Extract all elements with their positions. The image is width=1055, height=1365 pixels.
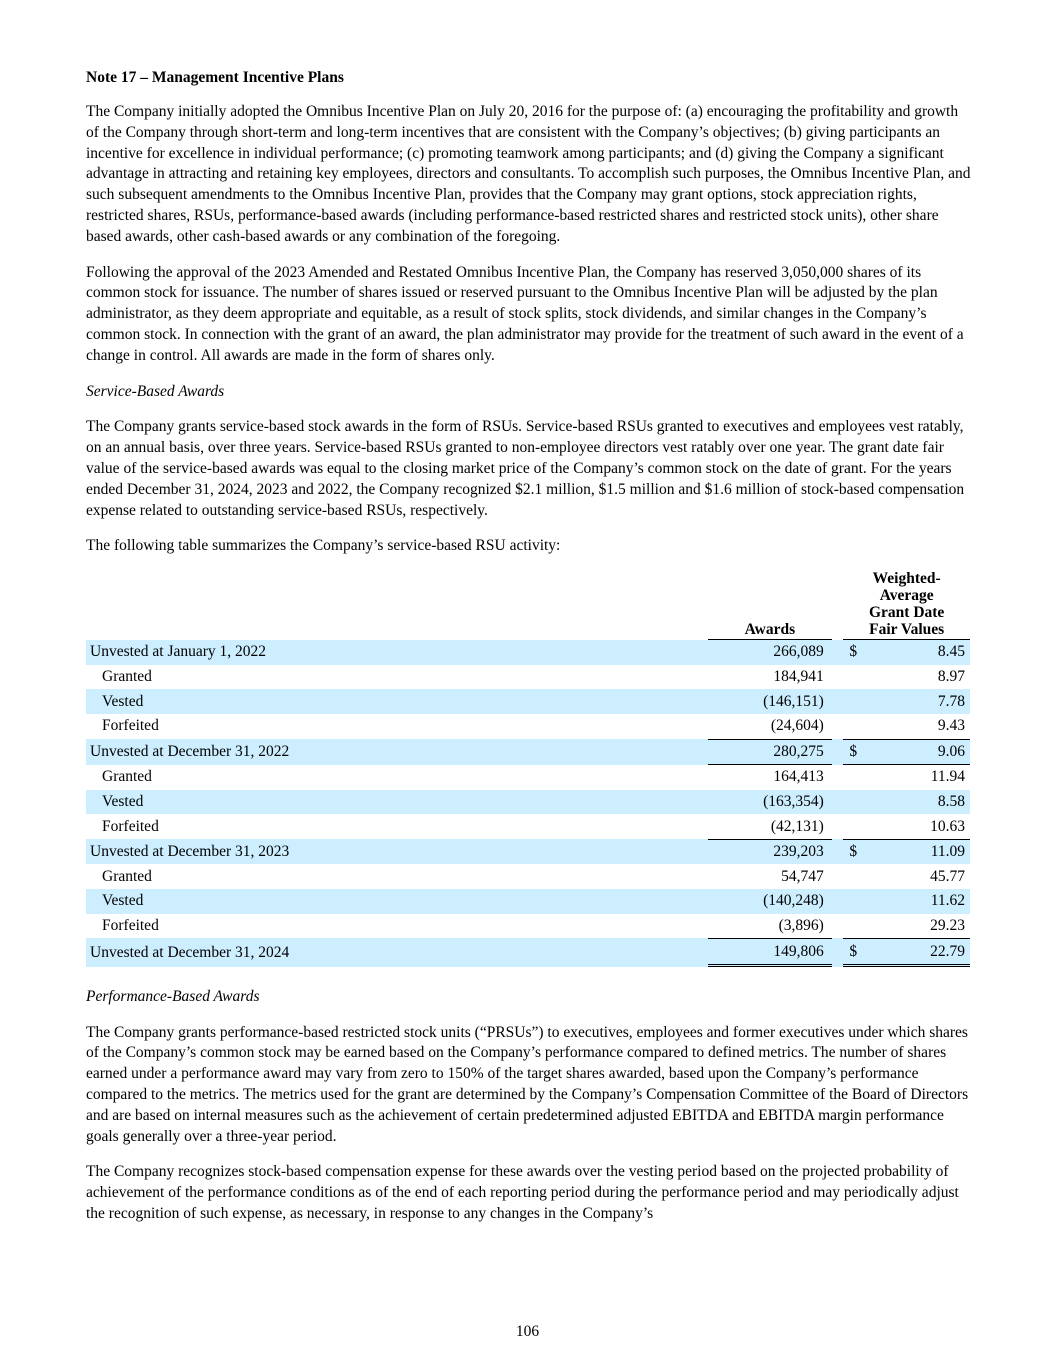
table-row: Granted 184,941 8.97	[102, 668, 965, 686]
page-number: 106	[515, 1323, 540, 1340]
table-row: Granted 54,747 45.77	[102, 867, 965, 885]
table-row: Granted 164,413 11.94	[102, 768, 965, 786]
rsu-activity-table	[86, 570, 970, 967]
table-row: Unvested at January 1, 2022 266,089 $ 8.45	[86, 640, 970, 665]
paragraph-plan-purpose: The Company initially adopted the Omnibus Incentive Plan on July 20, 2016 for the purpose of: (a) encouraging the profitability and growth of the Company through short-term and long-term incentives that are consistent with the Company’s objectives; (b) giving participants an incentive for excellence in individual performance; (c) promoting teamwork among participants; and (d) giving the Company a significant advantage in attracting and retaining key employees, directors and consultants. To accomplish such purposes, the Omnibus Incentive Plan, and such subsequent amendments to the Omnibus Incentive Plan, provides that the Company may grant options, stock appreciation rights, restricted shares, RSUs, performance-based awards (including performance-based restricted shares and restricted stock units), other share based awards, other cash-based awards or any combination of the foregoing.	[86, 103, 971, 245]
table-row: Forfeited (3,896) 29.23	[102, 916, 965, 934]
table-row-total: Unvested at December 31, 2024 149,806 $ 22.79	[86, 938, 970, 967]
subheading-service-based: Service-Based Awards	[86, 382, 225, 400]
table-row: Vested (140,248) 11.62	[86, 889, 970, 914]
header-label-blank	[86, 570, 708, 640]
table-row: Vested (146,151) 7.78	[86, 689, 970, 714]
paragraph-service-based: The Company grants service-based stock awards in the form of RSUs. Service-based RSUs granted to executives and employees vest ratably, on an annual basis, over three years. Service-based RSUs granted to non-employee directors vest ratably over one year. The grant date fair value of the service-based awards was equal to the closing market price of the Company’s common stock on the date of grant. For the years ended December 31, 2024, 2023 and 2022, the Company recognized $2.1 million, $1.5 million and $1.6 million of stock-based compensation expense related to outstanding service-based RSUs, respectively.	[86, 418, 965, 519]
table-header-row	[86, 570, 970, 640]
paragraph-performance-based: The Company grants performance-based restricted stock units (“PRSUs”) to executives, employees and former executives under which shares of the Company’s common stock may be earned based on the Company’s performance compared to defined metrics. The number of shares earned under a performance award may vary from zero to 150% of the target shares awarded, based upon the Company’s performance compared to the metrics. The metrics used for the grant are determined by the Company’s Compensation Committee of the Board of Directors and are based on internal measures such as the achievement of certain predetermined adjusted EBITDA and EBITDA margin performance goals generally over a three-year period.	[86, 1023, 969, 1145]
table-row-subtotal: Unvested at December 31, 2023 239,203 $ 11.09	[86, 839, 970, 865]
paragraph-expense-recognition: The Company recognizes stock-based compensation expense for these awards over the vesting period based on the projected probability of achievement of the performance conditions as of the end of each reporting period during the performance period and may periodically adjust the recognition of such expense, as necessary, in response to any changes in the Company’s	[86, 1163, 959, 1223]
header-awards: Awards	[708, 570, 832, 640]
document-page	[86, 68, 971, 1240]
table-row-subtotal: Unvested at December 31, 2022 280,275 $ 9.06	[86, 739, 970, 766]
subheading-performance-based: Performance-Based Awards	[86, 987, 260, 1005]
table-row: Vested (163,354) 8.58	[86, 790, 970, 815]
table-row: Forfeited (42,131) 10.63	[102, 817, 965, 835]
header-fair-value: Weighted- Average Grant Date Fair Values	[843, 570, 970, 640]
paragraph-table-intro: The following table summarizes the Company’s service-based RSU activity:	[86, 537, 561, 555]
table-row: Forfeited (24,604) 9.43	[102, 717, 965, 735]
note-heading: Note 17 – Management Incentive Plans	[86, 69, 344, 86]
paragraph-reserved-shares: Following the approval of the 2023 Amended and Restated Omnibus Incentive Plan, the Company has reserved 3,050,000 shares of its common stock for issuance. The number of shares issued or reserved pursuant to the Omnibus Incentive Plan will be adjusted by the plan administrator, as they deem appropriate and equitable, as a result of stock splits, stock dividends, and similar changes in the Company’s common stock. In connection with the grant of an award, the plan administrator may provide for the treatment of such award in the event of a change in control. All awards are made in the form of shares only.	[86, 263, 964, 364]
